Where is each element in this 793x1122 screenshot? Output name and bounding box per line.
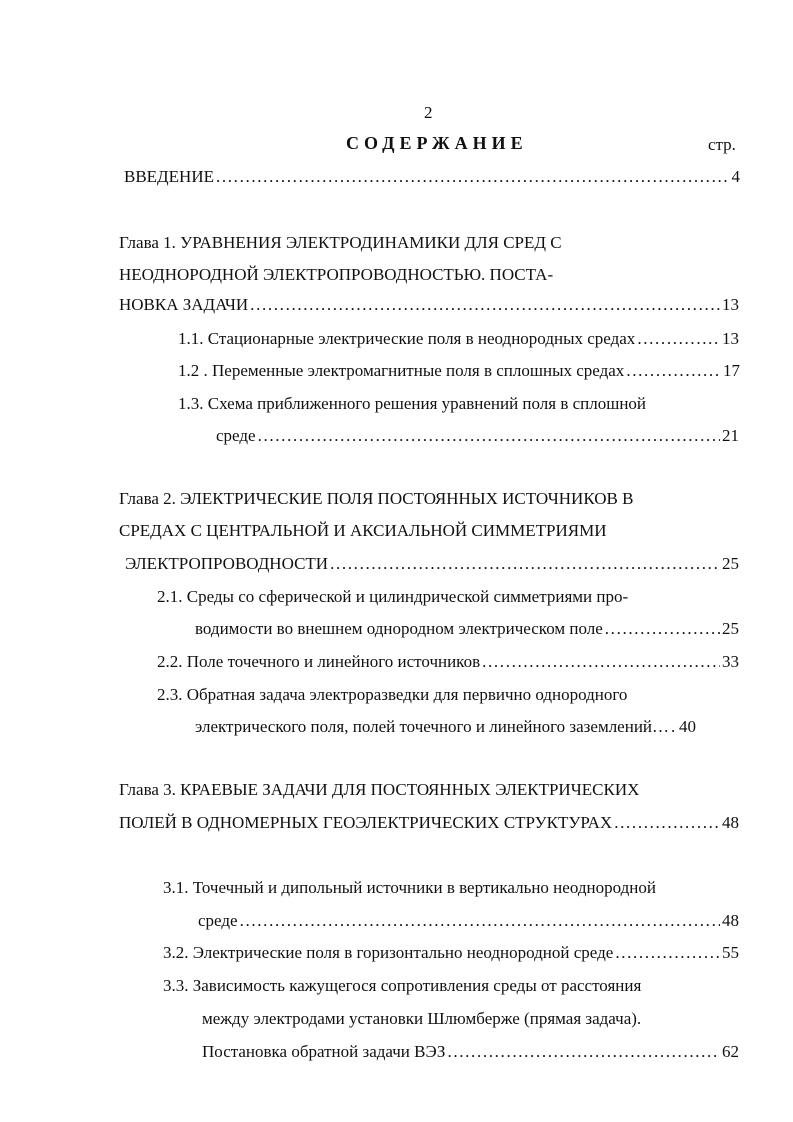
toc-label: ВВЕДЕНИЕ	[124, 167, 214, 186]
toc-label: Постановка обратной задачи ВЭЗ	[202, 1042, 446, 1061]
toc-page: 48	[722, 911, 739, 930]
toc-entry-2-1[interactable]	[195, 618, 739, 640]
toc-page: 13	[722, 329, 739, 348]
toc-page: 17	[723, 361, 740, 380]
toc-entry-2-2[interactable]	[157, 651, 739, 673]
leader-dots	[258, 425, 720, 447]
leader-dots	[615, 942, 720, 964]
leader-dots	[240, 910, 720, 932]
toc-label: ЭЛЕКТРОПРОВОДНОСТИ	[125, 554, 329, 573]
leader-dots	[330, 553, 720, 575]
toc-entry-3-3-line1: 3.3. Зависимость кажущегося сопротивления среды от расстояния	[163, 976, 642, 995]
chapter-1-heading-line2: НЕОДНОРОДНОЙ ЭЛЕКТРОПРОВОДНОСТЬЮ. ПОСТА-	[119, 265, 554, 284]
toc-entry-1-3[interactable]	[216, 425, 739, 447]
toc-label: 3.2. Электрические поля в горизонтально неоднородной среде	[163, 943, 614, 962]
leader-dots	[614, 812, 720, 834]
toc-entry-1-1[interactable]	[178, 328, 739, 350]
chapter-3-heading-line1: Глава 3. КРАЕВЫЕ ЗАДАЧИ ДЛЯ ПОСТОЯННЫХ ЭЛЕКТРИЧЕСКИХ	[119, 780, 640, 799]
toc-entry-1-2[interactable]	[178, 360, 740, 382]
toc-page: 25	[722, 619, 739, 638]
toc-page: 13	[722, 295, 739, 314]
toc-entry-3-1-line1: 3.1. Точечный и дипольный источники в вертикально неоднородной	[163, 878, 656, 897]
toc-entry-2-3-line1: 2.3. Обратная задача электроразведки для первично однородного	[157, 685, 628, 704]
toc-label: 1.1. Стационарные электрические поля в неоднородных средах	[178, 329, 636, 348]
toc-entry-1-3-line1: 1.3. Схема приближенного решения уравнений поля в сплошной	[178, 394, 647, 413]
toc-page: 62	[722, 1042, 739, 1061]
page-column-label: стр.	[708, 135, 736, 154]
page-number: 2	[424, 103, 433, 122]
toc-page: 25	[722, 554, 739, 573]
toc-entry-3-3[interactable]	[202, 1041, 739, 1063]
leader-dots	[671, 716, 677, 738]
toc-label: водимости во внешнем однородном электрическом поле	[195, 619, 603, 638]
page-title: СОДЕРЖАНИЕ	[346, 133, 528, 153]
toc-label: 2.2. Поле точечного и линейного источников	[157, 652, 481, 671]
toc-label: среде	[216, 426, 256, 445]
toc-label: 1.2 . Переменные электромагнитные поля в сплошных средах	[178, 361, 625, 380]
toc-page: 33	[722, 652, 739, 671]
toc-entry-chapter-3[interactable]	[119, 812, 739, 834]
toc-page: 55	[722, 943, 739, 962]
toc-entry-intro[interactable]	[124, 166, 740, 188]
chapter-2-heading-line1: Глава 2. ЭЛЕКТРИЧЕСКИЕ ПОЛЯ ПОСТОЯННЫХ ИСТОЧНИКОВ В	[119, 489, 634, 508]
leader-dots	[605, 618, 720, 640]
toc-page: 4	[731, 167, 740, 186]
toc-entry-chapter-1[interactable]	[119, 294, 739, 316]
toc-entry-2-3[interactable]	[195, 716, 740, 738]
leader-dots	[250, 294, 720, 316]
leader-dots	[637, 328, 720, 350]
toc-page: 48	[722, 813, 739, 832]
toc-entry-2-1-line1: 2.1. Среды со сферической и цилиндрической симметриями про-	[157, 587, 629, 606]
toc-label: ПОЛЕЙ В ОДНОМЕРНЫХ ГЕОЭЛЕКТРИЧЕСКИХ СТРУКТУРАХ	[119, 813, 613, 832]
toc-entry-3-3-line2: между электродами установки Шлюмберже (прямая задача).	[202, 1009, 642, 1028]
toc-label: НОВКА ЗАДАЧИ	[119, 295, 249, 314]
toc-entry-3-2[interactable]	[163, 942, 739, 964]
chapter-1-heading-line1: Глава 1. УРАВНЕНИЯ ЭЛЕКТРОДИНАМИКИ ДЛЯ СРЕД С	[119, 233, 562, 252]
leader-dots	[216, 166, 730, 188]
chapter-2-heading-line2: СРЕДАХ С ЦЕНТРАЛЬНОЙ И АКСИАЛЬНОЙ СИММЕТРИЯМИ	[119, 521, 607, 540]
toc-entry-chapter-2[interactable]	[125, 553, 739, 575]
leader-dots	[626, 360, 721, 382]
toc-label: среде	[198, 911, 238, 930]
leader-dots	[447, 1041, 720, 1063]
toc-page: 40	[679, 717, 697, 736]
toc-entry-3-1[interactable]	[198, 910, 739, 932]
toc-page: 21	[722, 426, 739, 445]
toc-label: электрического поля, полей точечного и линейного заземлений…	[195, 717, 670, 736]
leader-dots	[482, 651, 720, 673]
